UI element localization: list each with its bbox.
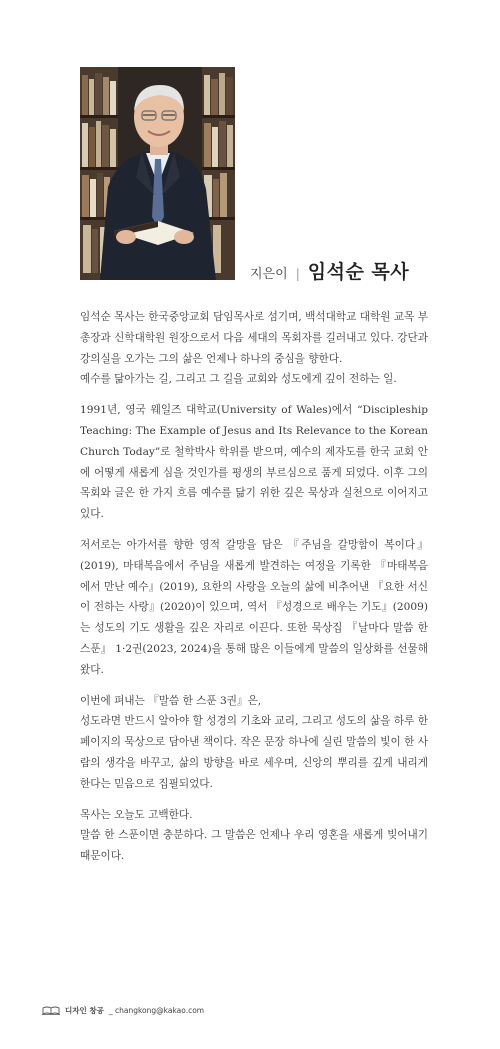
author-separator: | [295, 267, 300, 281]
publisher-brand: 디자인 창공 [65, 1006, 104, 1015]
bio-paragraph: 임석순 목사는 한국중앙교회 담임목사로 섬기며, 백석대학교 대학원 교목 부총장과 신학대학원 원장으로서 다음 세대의 목회자를 길러내고 있다. 강단과 강의실을 오가는 그의 삶은 언제나 하나의 중심을 향한다. 예수를 닮아가는 길, 그리고 그 길을 교회와 성도에게 깊이 전하는 일. [80, 311, 428, 386]
bio-paragraph: 1991년, 영국 웨일즈 대학교(University of Wales)에서 “Discipleship Teaching: The Example of Jesus and Its Relevance to the Korean Church Today”로 철학박사 학위를 받으며, 예수의 제자도를 한국 교회 안에 어떻게 새롭게 심을 것인가를 평생의 부르심으로 품게 되었다. 이후 그의 목회와 글은 한 가지 흐름 예수를 닮기 위한 깊은 묵상과 실천으로 이어지고 있다. [80, 404, 428, 521]
author-role: 지은이 [250, 267, 288, 282]
author-line [250, 257, 409, 284]
author-biography [80, 307, 428, 877]
author-name: 임석순 목사 [307, 261, 410, 283]
bio-paragraph: 저서로는 아가서를 향한 영적 갈망을 담은 『주님을 갈망함이 복이다』(2019), 마태복음에서 주님을 새롭게 발견하는 여정을 기록한 『마태복음에서 만난 예수』(2019), 요한의 사랑을 오늘의 삶에 비추어낸 『요한 서신이 전하는 사랑』(2020)이 있으며, 역서 『성경으로 배우는 기도』(2009)는 성도의 기도 생활을 깊은 자리로 이끈다. 또한 묵상집 『날마다 말씀 한 스푼』 1·2권(2023, 2024)을 통해 많은 이들에게 말씀의 일상화를 선물해 왔다. [80, 538, 428, 676]
footer [42, 1005, 204, 1016]
open-book-icon [42, 1006, 60, 1015]
bio-paragraph: 이번에 펴내는 『말씀 한 스푼 3권』은, 성도라면 반드시 알아야 할 성경의 기초와 교리, 그리고 성도의 삶을 하루 한 페이지의 묵상으로 담아낸 책이다. 작은 문장 하나에 실린 말씀의 빛이 한 사람의 생각을 바꾸고, 삶의 방향을 바로 세우며, 신앙의 뿌리를 깊게 내리게 한다는 믿음으로 집필되었다. [80, 694, 428, 790]
publisher-contact: _ changkong@kakao.com [108, 1006, 205, 1015]
author-photo [80, 67, 235, 280]
bio-paragraph: 목사는 오늘도 고백한다. 말씀 한 스푼이면 충분하다. 그 말씀은 언제나 우리 영혼을 새롭게 빚어내기 때문이다. [80, 808, 428, 863]
